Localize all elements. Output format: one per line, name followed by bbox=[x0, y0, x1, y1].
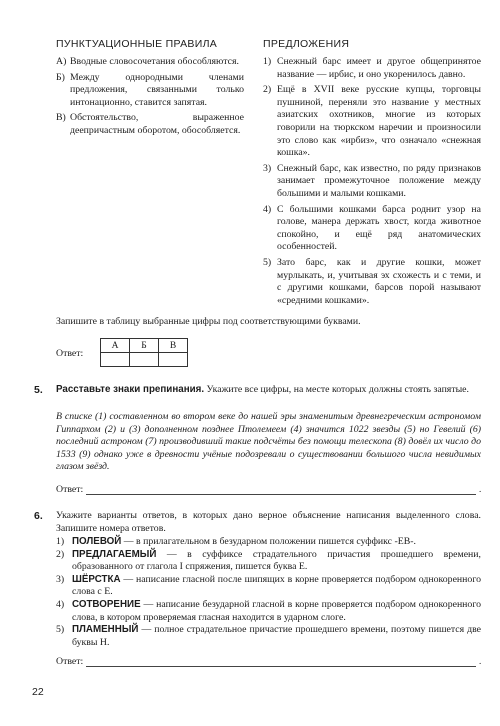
end-dot: . bbox=[479, 484, 482, 494]
answer-label: Ответ: bbox=[56, 656, 84, 667]
table-header-b: Б bbox=[130, 339, 159, 353]
option-item: 5) ПЛАМЕННЫЙ — полное страдательное причастие прошедшего времени, поэтому пишется две буквы Н. bbox=[56, 624, 481, 648]
rule-item: А) Вводные словосочетания обособляются. bbox=[56, 56, 239, 67]
sentence-item: 2) Ещё в XVII веке русские купцы, торговцы пушниной, переняли это название у местных азиатских охотников, многие из которых говорили на тюркском наречии и произносили это слово как «ирбиз», что означало «снежная кошка». bbox=[263, 84, 481, 159]
task5-text: В списке (1) составленном во втором веке до нашей эры знаменитым древнегреческим астрономом Гиппархом (2) и (3) дополненном позднее Птолемеем (4) значится 1022 звезды (5) но Гевелий (6) последний астроном (7) производивший такие подсчёты без помощи телескопа (8) довёл их число до 1533 (9) однако уже в древности учёные подозревали о существовании большого числа невидимых глазом звёзд. bbox=[56, 411, 481, 473]
task5-title: Расставьте знаки препинания. bbox=[56, 384, 205, 395]
sentence-item: 1) Снежный барс имеет и другое общепринятое название — ирбис, и оно укоренилось давно. bbox=[263, 56, 481, 80]
rule-item: Б) Между однородными членами предложения, связанными только интонационно, ставится запятая. bbox=[56, 71, 244, 108]
task-number: 6. bbox=[34, 510, 43, 522]
sentences-header: ПРЕДЛОЖЕНИЯ bbox=[263, 38, 350, 50]
table-instruction: Запишите в таблицу выбранные цифры под соответствующими буквами. bbox=[56, 316, 361, 327]
option-item: 1) ПОЛЕВОЙ — в прилагательном в безударном положении пишется суффикс -ЕВ-. bbox=[56, 536, 416, 547]
table-header-v: В bbox=[159, 339, 188, 353]
option-item: 3) ШЁРСТКА — написание гласной после шипящих в корне проверяется подбором однокоренного слова с Е. bbox=[56, 573, 481, 598]
option-item: 4) СОТВОРЕНИЕ — написание безударной гласной в корне проверяется подбором однокоренного слова, в котором проверяемая гласная находится в ударном слоге. bbox=[56, 598, 481, 623]
sentence-item: 5) Зато барс, как и другие кошки, может мурлыкать, и, учитывая эх схожесть и с теми, и с другими кошками, барсов порой называют «средними кошками». bbox=[263, 256, 481, 306]
task6-options bbox=[56, 536, 481, 649]
answer-label: Ответ: bbox=[56, 484, 84, 495]
task5-instruction: Укажите все цифры, на месте которых должны стоять запятые. bbox=[206, 384, 469, 395]
answer-line[interactable] bbox=[86, 494, 476, 495]
task5-statement bbox=[56, 384, 481, 397]
rules-list bbox=[56, 56, 244, 141]
answer-cell-a[interactable] bbox=[101, 353, 130, 367]
task-number: 5. bbox=[34, 384, 43, 396]
sentences-list bbox=[263, 56, 481, 310]
answer-cell-v[interactable] bbox=[159, 353, 188, 367]
sentence-item: 4) С большими кошками барса роднит узор на голове, манера держать хвост, когда животное спокойно, и ещё ряд анатомических особенностей. bbox=[263, 203, 481, 253]
table-header-a: А bbox=[101, 339, 130, 353]
sentence-item: 3) Снежный барс, как известно, по ряду признаков занимает промежуточное положение между большими и малыми кошками. bbox=[263, 162, 481, 199]
task6-instruction: Укажите варианты ответов, в которых дано верное объяснение написания выделенного слова. Запишите номера ответов. bbox=[56, 510, 481, 534]
page-number: 22 bbox=[32, 686, 44, 698]
rules-header: ПУНКТУАЦИОННЫЕ ПРАВИЛА bbox=[56, 38, 218, 50]
rule-item: В) Обстоятельство, выраженное деепричастным оборотом, обособляется. bbox=[56, 112, 244, 136]
answer-cell-b[interactable] bbox=[130, 353, 159, 367]
answer-table bbox=[100, 338, 188, 367]
option-item: 2) ПРЕДЛАГАЕМЫЙ — в суффиксе страдательного причастия прошедшего времени, образованного от глагола I спряжения, пишется буква Е. bbox=[56, 548, 481, 573]
answer-line[interactable] bbox=[86, 666, 476, 667]
answer-label: Ответ: bbox=[56, 348, 84, 359]
end-dot: . bbox=[479, 656, 482, 666]
